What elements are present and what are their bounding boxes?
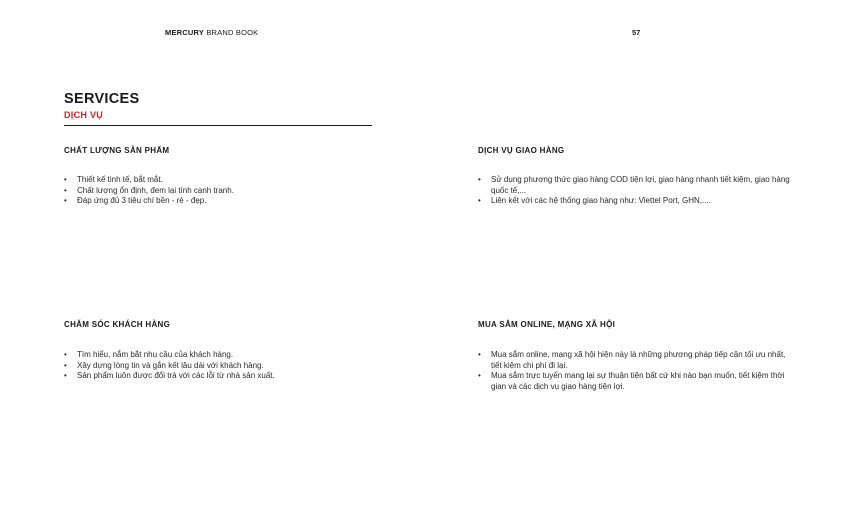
section-delivery-service [478, 146, 798, 205]
brand-book-header [165, 28, 258, 37]
bullet-list [64, 175, 234, 207]
page-number: 57 [632, 28, 641, 37]
section-heading: CHẤT LƯỢNG SẢN PHẨM [64, 146, 170, 155]
page-title: SERVICES [64, 91, 140, 107]
section-online-shopping [478, 320, 798, 391]
bullet-icon: • [478, 175, 481, 184]
list-item [64, 371, 275, 382]
list-item-text: Liên kết với các hệ thống giao hàng như: Viettel Port, GHN,.... [491, 196, 711, 205]
list-item [478, 196, 798, 207]
bullet-icon: • [64, 185, 67, 195]
list-item [478, 371, 798, 392]
list-item-text: Mua sắm online, mạng xã hội hiện này là những phương pháp tiếp cận tối ưu nhất, tiết kiệm chi phí đi lại. [491, 350, 786, 370]
list-item [64, 361, 275, 372]
bullet-icon: • [478, 371, 481, 380]
list-item-text: Sản phẩm luôn được đổi trả với các lỗi từ nhà sản xuất. [77, 371, 275, 380]
bullet-icon: • [64, 350, 67, 359]
list-item-text: Đáp ứng đủ 3 tiêu chí bền - rẻ - đẹp. [77, 196, 207, 205]
list-item-text: Tìm hiểu, nắm bắt nhu cầu của khách hàng. [77, 350, 234, 359]
list-item-text: Thiết kế tinh tế, bắt mắt. [77, 175, 163, 184]
section-product-quality [64, 146, 384, 205]
list-item [64, 196, 234, 207]
bullet-list [478, 350, 798, 392]
list-item [478, 350, 798, 371]
title-divider [64, 125, 372, 126]
section-customer-care [64, 320, 384, 380]
bullet-icon: • [478, 196, 481, 205]
bullet-list [478, 175, 798, 207]
list-item-text: Sử dụng phương thức giao hàng COD tiện lợi, giao hàng nhanh tiết kiệm, giao hàng quốc tế,... [491, 175, 790, 195]
list-item [64, 350, 275, 361]
section-heading: DỊCH VỤ GIAO HÀNG [478, 146, 565, 155]
brand-name: MERCURY [165, 28, 205, 37]
list-item-text: Mua sắm trực tuyến mang lại sự thuận tiện bất cứ khi nào bạn muốn, tiết kiệm thời gian và các dịch vụ giao hàng tiện lợi. [491, 371, 785, 391]
list-item-text: Chất lượng ổn định, đem lại tính cạnh tranh. [77, 185, 234, 195]
list-item [64, 186, 234, 197]
page-subtitle: DỊCH VỤ [64, 110, 104, 120]
bullet-icon: • [64, 196, 67, 205]
bullet-icon: • [64, 360, 67, 370]
bullet-icon: • [478, 350, 481, 359]
bullet-icon: • [64, 371, 67, 380]
section-heading: CHĂM SÓC KHÁCH HÀNG [64, 320, 171, 329]
bullet-icon: • [64, 175, 67, 184]
list-item [64, 175, 234, 186]
bullet-list [64, 350, 275, 382]
list-item [478, 175, 798, 196]
brand-book-label: BRAND BOOK [204, 28, 259, 37]
section-heading: MUA SẮM ONLINE, MẠNG XÃ HỘI [478, 320, 616, 329]
list-item-text: Xây dựng lòng tin và gắn kết lâu dài với khách hàng. [77, 360, 264, 370]
